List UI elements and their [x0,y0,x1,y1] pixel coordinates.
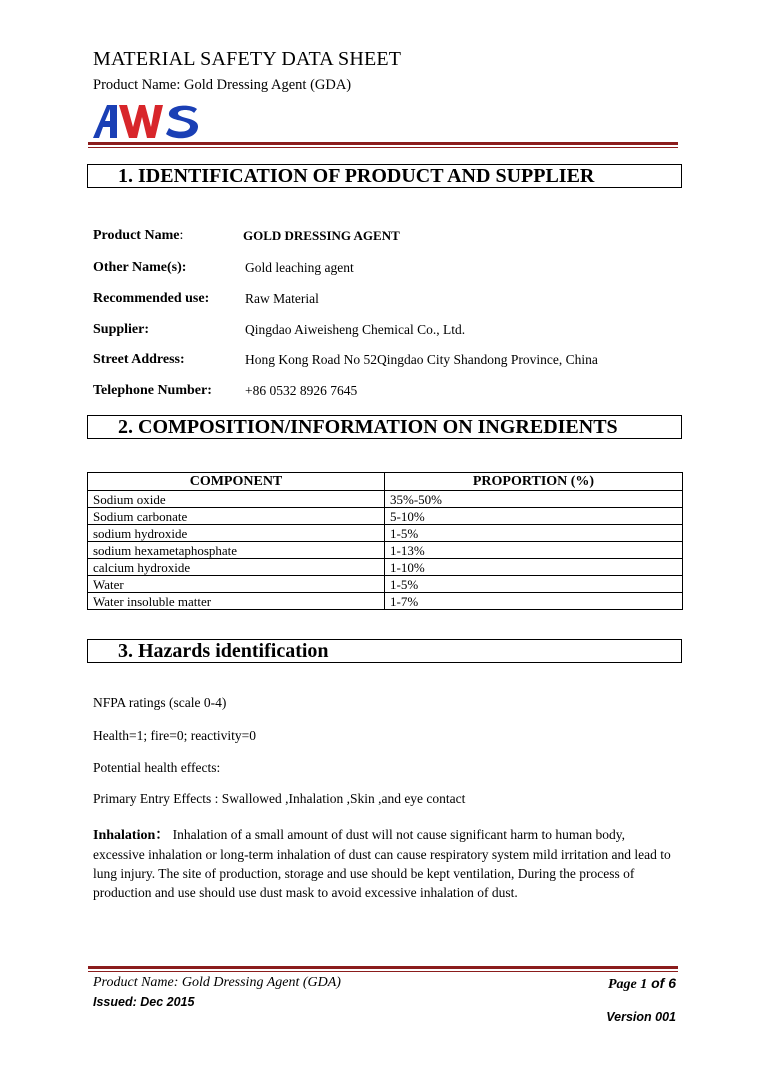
field-value-recommended-use: Raw Material [245,291,319,306]
component-cell: Water insoluble matter [88,593,385,610]
column-header-component: COMPONENT [88,473,385,491]
table-header-row [88,473,683,491]
footer-page-number: Page 1 of 6 [607,975,676,992]
table-row [88,491,683,508]
footer-issued-date: Issued: Dec 2015 [93,995,195,1009]
header-rule-thick [88,142,678,145]
inhalation-paragraph [93,825,678,902]
proportion-cell: 1-10% [385,559,683,576]
table-row [88,525,683,542]
field-label-telephone: Telephone Number: [93,383,212,398]
field-label-product-name: Product Name: [93,228,184,243]
component-cell: sodium hydroxide [88,525,385,542]
footer-product-name: Product Name: Gold Dressing Agent (GDA) [93,975,341,990]
component-cell: calcium hydroxide [88,559,385,576]
section-2-header [87,415,682,439]
proportion-cell: 5-10% [385,508,683,525]
document-title: MATERIAL SAFETY DATA SHEET [93,48,402,70]
table-row [88,542,683,559]
proportion-cell: 1-5% [385,576,683,593]
section-2-title: 2. COMPOSITION/INFORMATION ON INGREDIENTS [118,416,618,438]
proportion-cell: 1-7% [385,593,683,610]
composition-table [87,472,683,610]
column-header-proportion: PROPORTION (%) [385,473,683,491]
proportion-cell: 35%-50% [385,491,683,508]
footer-version: Version 001 [606,1010,676,1024]
field-value-street-address: Hong Kong Road No 52Qingdao City Shandong Province, China [245,352,598,367]
logo-letter-w [119,105,163,138]
component-cell: Sodium carbonate [88,508,385,525]
field-value-supplier: Qingdao Aiweisheng Chemical Co., Ltd. [245,322,466,337]
field-label-other-names: Other Name(s): [93,260,187,275]
inhalation-text: Inhalation of a small amount of dust will not cause significant harm to human body, excessive inhalation or long-term inhalation of dust can cause respiratory system mild irritation and lead to lung injury. The site of production, storage and use should be kept ventilation, During the process of production and use should use dust mask to avoid excessive inhalation of dust. [93,827,671,900]
table-row [88,508,683,525]
document-subtitle: Product Name: Gold Dressing Agent (GDA) [93,77,352,93]
logo-letter-a [93,105,117,138]
primary-entry-effects: Primary Entry Effects : Swallowed ,Inhalation ,Skin ,and eye contact [93,791,466,806]
footer-rule-thin [88,971,678,972]
footer-rule-thick [88,966,678,969]
section-1-title: 1. IDENTIFICATION OF PRODUCT AND SUPPLIER [118,165,595,187]
health-effects-heading: Potential health effects: [93,760,221,775]
field-label-supplier: Supplier: [93,322,150,337]
section-3-header [87,639,682,663]
field-label-street-address: Street Address: [93,352,185,367]
nfpa-ratings-values: Health=1; fire=0; reactivity=0 [93,728,257,743]
field-value-product-name: GOLD DRESSING AGENT [243,228,400,243]
logo-letter-s [166,106,198,139]
table-row [88,593,683,610]
section-3-title: 3. Hazards identification [118,640,329,662]
table-row [88,576,683,593]
field-label-recommended-use: Recommended use: [93,291,210,306]
field-value-other-names: Gold leaching agent [245,260,354,275]
component-cell: Water [88,576,385,593]
proportion-cell: 1-5% [385,525,683,542]
company-logo [93,103,201,139]
component-cell: Sodium oxide [88,491,385,508]
component-cell: sodium hexametaphosphate [88,542,385,559]
header-rule-thin [88,147,678,148]
section-1-header [87,164,682,188]
nfpa-ratings-heading: NFPA ratings (scale 0-4) [93,695,227,710]
inhalation-label: Inhalation [93,828,156,843]
inhalation-separator: ： [155,828,170,843]
proportion-cell: 1-13% [385,542,683,559]
table-row [88,559,683,576]
field-value-telephone: +86 0532 8926 7645 [245,383,358,398]
